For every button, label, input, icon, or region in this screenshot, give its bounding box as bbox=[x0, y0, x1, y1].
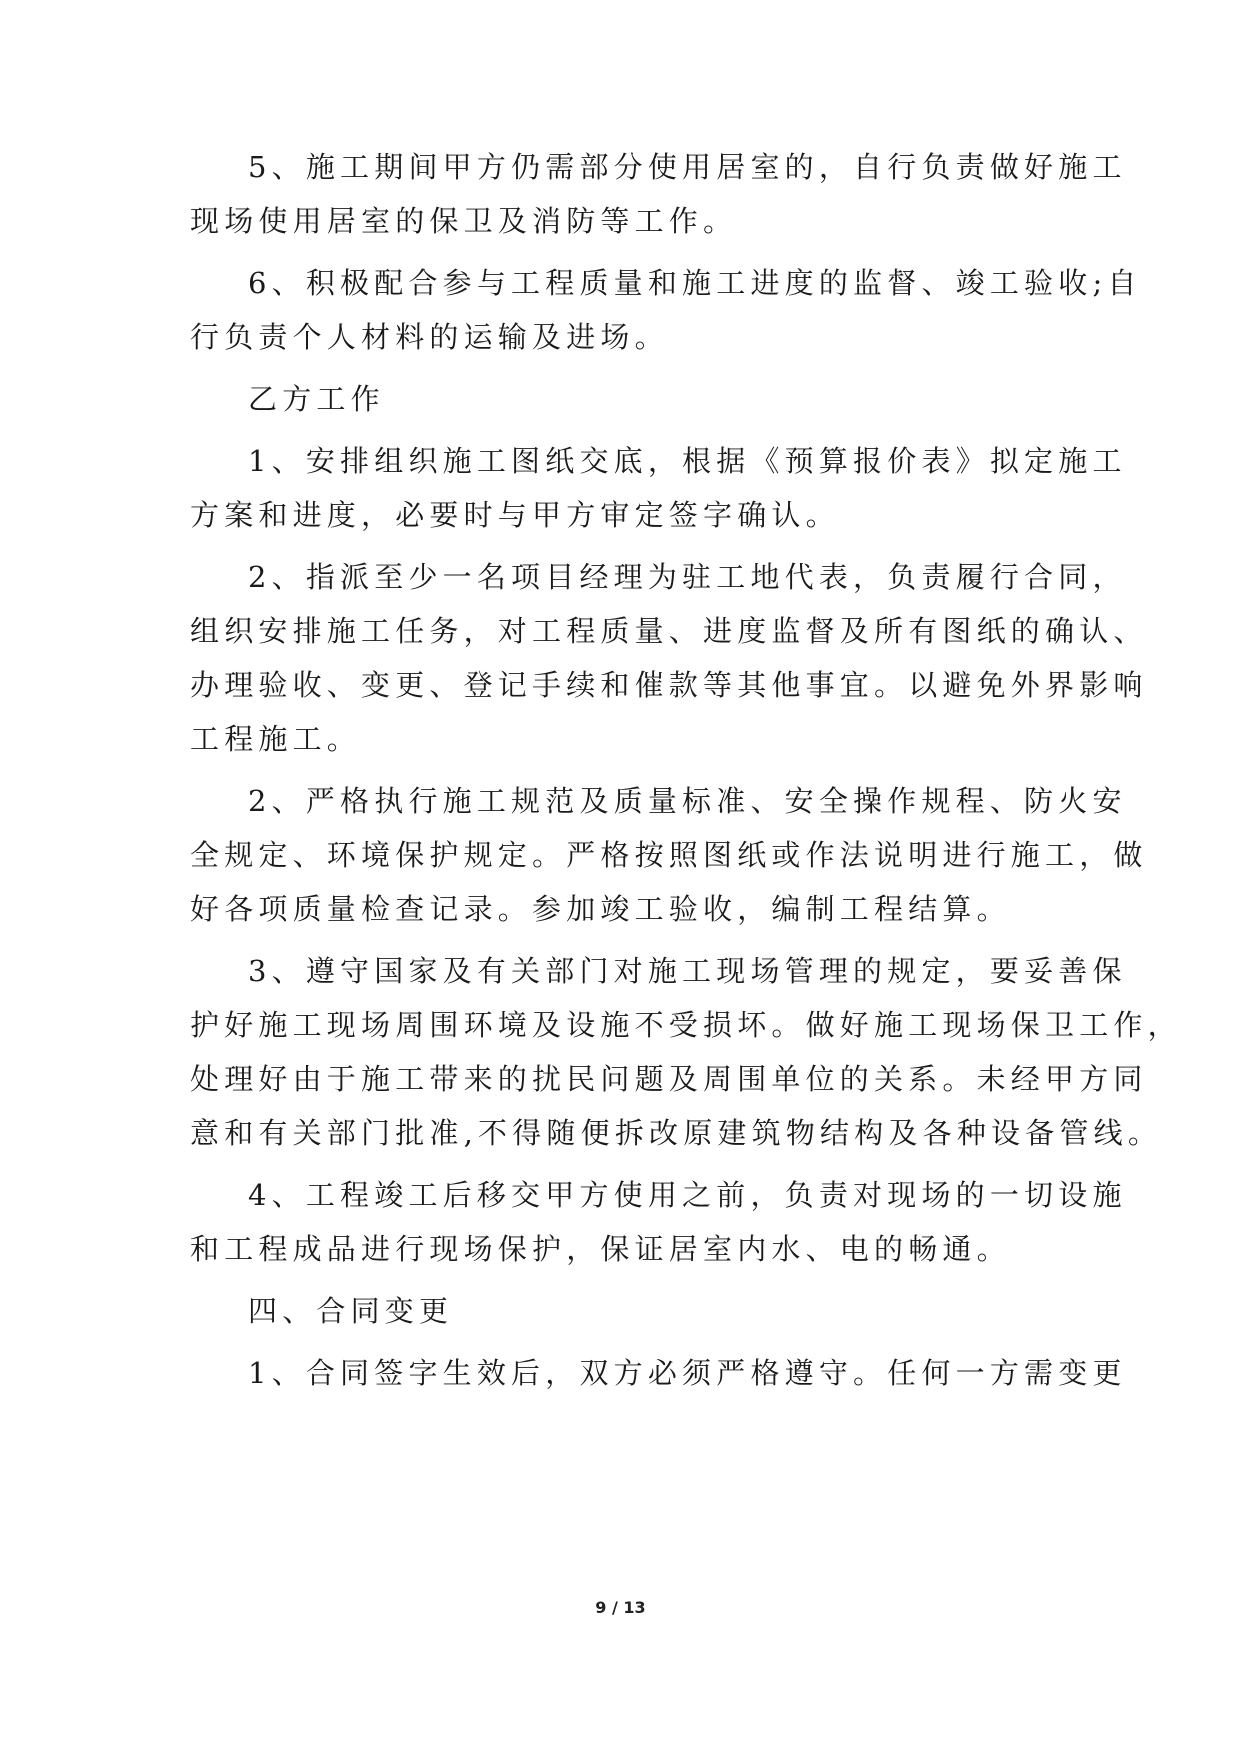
page-number: 9 / 13 bbox=[595, 1598, 646, 1617]
text-line: 处理好由于施工带来的扰民问题及周围单位的关系。未经甲方同 bbox=[190, 1062, 1148, 1096]
text-line: 和工程成品进行现场保护，保证居室内水、电的畅通。 bbox=[190, 1232, 1011, 1266]
section-heading: 乙方工作 bbox=[248, 382, 385, 416]
text-line: 5、施工期间甲方仍需部分使用居室的，自行负责做好施工 bbox=[248, 150, 1127, 184]
text-line: 2、严格执行施工规范及质量标准、安全操作规程、防火安 bbox=[248, 784, 1127, 818]
text-line: 6、积极配合参与工程质量和施工进度的监督、竣工验收;自 bbox=[248, 266, 1142, 300]
text-line: 办理验收、变更、登记手续和催款等其他事宜。以避免外界影响 bbox=[190, 668, 1148, 702]
text-line: 行负责个人材料的运输及进场。 bbox=[190, 320, 669, 354]
text-line: 组织安排施工任务，对工程质量、进度监督及所有图纸的确认、 bbox=[190, 614, 1148, 648]
text-line: 4、工程竣工后移交甲方使用之前，负责对现场的一切设施 bbox=[248, 1178, 1127, 1212]
text-line: 工程施工。 bbox=[190, 722, 362, 756]
text-line: 意和有关部门批准,不得随便拆改原建筑物结构及各种设备管线。 bbox=[190, 1116, 1163, 1150]
text-line: 1、合同签字生效后，双方必须严格遵守。任何一方需变更 bbox=[248, 1356, 1127, 1390]
text-line: 方案和进度，必要时与甲方审定签字确认。 bbox=[190, 498, 840, 532]
text-line: 2、指派至少一名项目经理为驻工地代表，负责履行合同， bbox=[248, 560, 1127, 594]
text-line: 现场使用居室的保卫及消防等工作。 bbox=[190, 204, 738, 238]
text-line: 3、遵守国家及有关部门对施工现场管理的规定，要妥善保 bbox=[248, 954, 1127, 988]
text-line: 全规定、环境保护规定。严格按照图纸或作法说明进行施工，做 bbox=[190, 838, 1148, 872]
text-line: 好各项质量检查记录。参加竣工验收，编制工程结算。 bbox=[190, 892, 1011, 926]
section-heading: 四、合同变更 bbox=[248, 1294, 454, 1328]
text-line: 1、安排组织施工图纸交底，根据《预算报价表》拟定施工 bbox=[248, 444, 1127, 478]
text-line: 护好施工现场周围环境及设施不受损坏。做好施工现场保卫工作， bbox=[190, 1008, 1182, 1042]
